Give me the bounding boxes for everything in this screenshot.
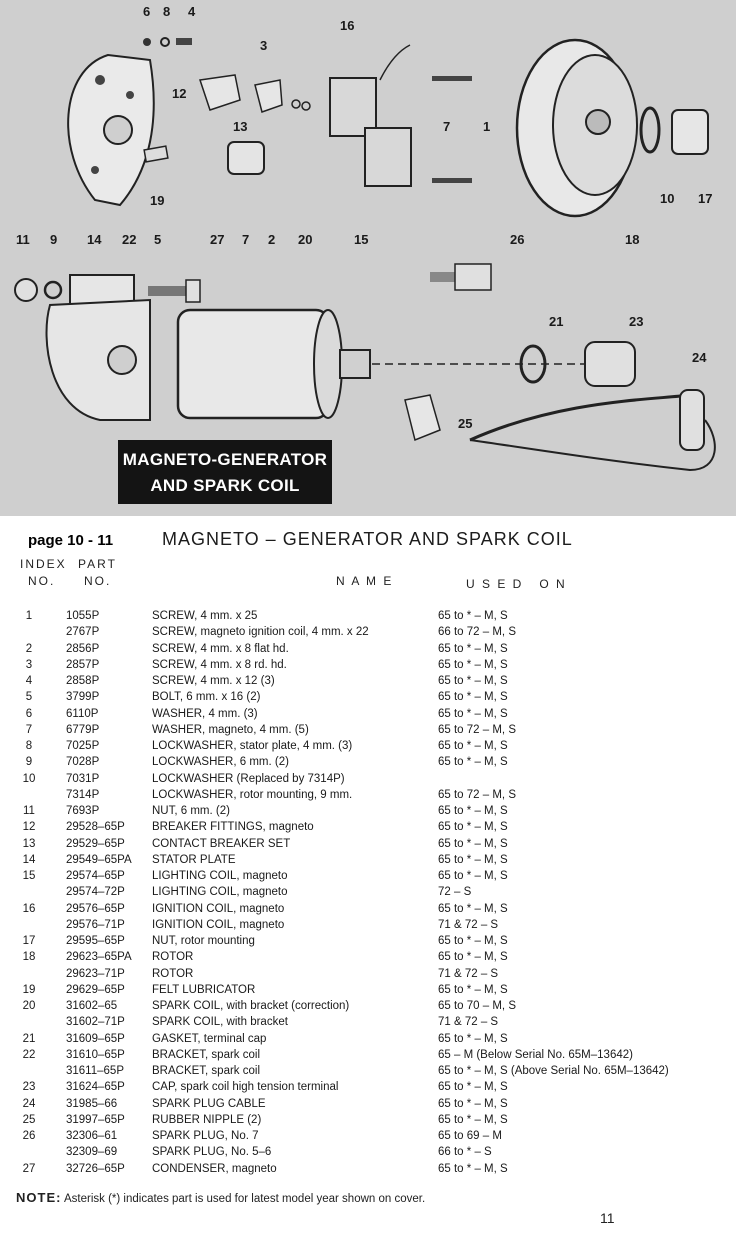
name-cell: GASKET, terminal cap bbox=[152, 1032, 267, 1045]
callout-6: 6 bbox=[143, 4, 151, 19]
diagram-banner bbox=[118, 440, 332, 504]
parts-table bbox=[0, 608, 736, 1177]
used-on-cell: 65 to * – M, S bbox=[438, 837, 508, 850]
index-cell: 14 bbox=[22, 853, 36, 866]
name-cell: IGNITION COIL, magneto bbox=[152, 902, 285, 915]
callout-15: 15 bbox=[354, 232, 369, 247]
callout-1: 1 bbox=[483, 119, 491, 134]
used-on-cell: 65 to * – M, S bbox=[438, 1081, 508, 1094]
table-row bbox=[0, 852, 736, 868]
bracket-drawing bbox=[47, 275, 150, 420]
index-cell: 24 bbox=[22, 1097, 36, 1110]
used-on-cell: 71 & 72 – S bbox=[438, 1016, 499, 1029]
used-on-cell: 65 to * – M, S bbox=[438, 642, 508, 655]
index-cell: 25 bbox=[22, 1113, 36, 1126]
callout-7: 7 bbox=[443, 119, 451, 134]
column-header-used-on: U S E D O N bbox=[466, 577, 567, 591]
callout-19: 19 bbox=[150, 193, 165, 208]
used-on-cell: 65 to * – M, S bbox=[438, 740, 508, 752]
part-number-cell: 3799P bbox=[66, 691, 100, 704]
name-cell: LIGHTING COIL, magneto bbox=[152, 886, 288, 899]
part-number-cell: 29629–65P bbox=[66, 983, 125, 996]
part-number-cell: 29623–71P bbox=[66, 967, 125, 980]
table-row bbox=[0, 1128, 736, 1144]
name-cell: SCREW, 4 mm. x 8 rd. hd. bbox=[152, 658, 287, 671]
part-number-cell: 31610–65P bbox=[66, 1048, 125, 1061]
name-cell: WASHER, magneto, 4 mm. (5) bbox=[152, 723, 309, 736]
part-number-cell: 2856P bbox=[66, 642, 100, 655]
part-number-cell: 31985–66 bbox=[66, 1097, 118, 1110]
used-on-cell: 65 to * – M, S bbox=[438, 658, 508, 671]
table-row bbox=[0, 673, 736, 689]
table-row bbox=[0, 689, 736, 705]
name-cell: LOCKWASHER, stator plate, 4 mm. (3) bbox=[152, 740, 353, 752]
used-on-cell: 65 to * – M, S bbox=[438, 935, 508, 947]
part-number-cell: 32726–65P bbox=[66, 1162, 125, 1175]
name-cell: BOLT, 6 mm. x 16 (2) bbox=[152, 691, 261, 704]
table-row bbox=[0, 819, 736, 835]
table-row bbox=[0, 901, 736, 917]
callout-27: 27 bbox=[210, 232, 225, 247]
part-number-cell: 31997–65P bbox=[66, 1113, 125, 1126]
part-number-cell: 29595–65P bbox=[66, 935, 125, 947]
table-row bbox=[0, 966, 736, 982]
callout-14: 14 bbox=[87, 232, 102, 247]
table-row bbox=[0, 1161, 736, 1177]
used-on-cell: 65 to * – M, S bbox=[438, 707, 508, 720]
part-number-cell: 32309–69 bbox=[66, 1146, 118, 1159]
used-on-cell: 66 to * – S bbox=[438, 1146, 492, 1159]
table-row bbox=[0, 706, 736, 722]
part-number-cell: 2858P bbox=[66, 675, 100, 687]
callout-25: 25 bbox=[458, 416, 473, 431]
page-reference: page 10 - 11 bbox=[28, 532, 114, 549]
index-cell: 20 bbox=[22, 1000, 36, 1012]
part-number-cell: 31624–65P bbox=[66, 1081, 125, 1094]
part-number-cell: 29574–72P bbox=[66, 886, 125, 899]
used-on-cell: 65 to 70 – M, S bbox=[438, 1000, 516, 1012]
index-cell: 2 bbox=[25, 642, 33, 655]
index-cell: 22 bbox=[22, 1048, 36, 1061]
name-cell: LOCKWASHER, rotor mounting, 9 mm. bbox=[152, 788, 353, 801]
part-number-cell: 29574–65P bbox=[66, 870, 125, 882]
callout-2: 2 bbox=[268, 232, 276, 247]
used-on-cell: 65 to * – M, S bbox=[438, 951, 508, 964]
callout-9: 9 bbox=[50, 232, 58, 247]
callout-7: 7 bbox=[242, 232, 250, 247]
used-on-cell: 65 to * – M, S bbox=[438, 610, 508, 622]
table-row bbox=[0, 884, 736, 900]
name-cell: FELT LUBRICATOR bbox=[152, 983, 256, 996]
part-number-cell: 31602–65 bbox=[66, 1000, 118, 1012]
used-on-cell: 65 to * – M, S bbox=[438, 853, 508, 866]
used-on-cell: 65 to * – M, S bbox=[438, 870, 508, 882]
part-number-cell: 29528–65P bbox=[66, 821, 125, 834]
spark-coil-drawing bbox=[178, 310, 370, 418]
callout-8: 8 bbox=[163, 4, 171, 19]
name-cell: NUT, rotor mounting bbox=[152, 935, 255, 947]
used-on-cell: 71 & 72 – S bbox=[438, 967, 499, 980]
diagram-drawing bbox=[0, 0, 736, 516]
rotor-drawing bbox=[517, 40, 637, 216]
note-text: Asterisk (*) indicates part is used for latest model year shown on cover. bbox=[64, 1193, 426, 1205]
callout-26: 26 bbox=[510, 232, 525, 247]
name-cell: RUBBER NIPPLE (2) bbox=[152, 1113, 262, 1126]
name-cell: LOCKWASHER (Replaced by 7314P) bbox=[152, 772, 345, 785]
index-cell: 5 bbox=[25, 691, 33, 704]
index-cell: 26 bbox=[22, 1130, 36, 1142]
index-cell: 4 bbox=[25, 675, 33, 687]
index-cell: 21 bbox=[22, 1032, 36, 1045]
used-on-cell: 65 to 69 – M bbox=[438, 1130, 502, 1142]
name-cell: STATOR PLATE bbox=[152, 853, 236, 866]
banner-line-1: MAGNETO-GENERATOR bbox=[122, 450, 328, 469]
page-title: MAGNETO – GENERATOR AND SPARK COIL bbox=[162, 529, 573, 549]
index-cell: 7 bbox=[25, 723, 33, 736]
name-cell: BREAKER FITTINGS, magneto bbox=[152, 821, 314, 834]
part-number-cell: 7031P bbox=[66, 772, 100, 785]
part-number-cell: 2767P bbox=[66, 626, 100, 639]
used-on-cell: 65 to * – M, S bbox=[438, 1113, 508, 1126]
name-cell: CAP, spark coil high tension terminal bbox=[152, 1081, 339, 1094]
name-cell: SPARK PLUG CABLE bbox=[152, 1097, 266, 1110]
callout-4: 4 bbox=[188, 4, 196, 19]
name-cell: SCREW, 4 mm. x 12 (3) bbox=[152, 675, 275, 687]
callout-11: 11 bbox=[16, 232, 30, 247]
name-cell: ROTOR bbox=[152, 951, 194, 964]
name-cell: SCREW, 4 mm. x 25 bbox=[152, 610, 258, 622]
name-cell: LOCKWASHER, 6 mm. (2) bbox=[152, 756, 289, 769]
index-cell: 11 bbox=[23, 805, 35, 817]
used-on-cell: 65 to * – M, S bbox=[438, 983, 508, 996]
table-row bbox=[0, 738, 736, 754]
index-cell: 27 bbox=[22, 1162, 36, 1175]
table-row bbox=[0, 787, 736, 803]
note-label: NOTE: bbox=[16, 1190, 62, 1205]
part-number-cell: 7314P bbox=[66, 788, 100, 801]
column-header-part-no: NO. bbox=[84, 574, 112, 588]
used-on-cell: 65 – M (Below Serial No. 65M–13642) bbox=[438, 1048, 633, 1061]
part-number-cell: 29549–65PA bbox=[66, 853, 132, 866]
column-header-index: INDEX bbox=[20, 557, 67, 571]
part-number-cell: 6779P bbox=[66, 723, 100, 736]
table-row bbox=[0, 624, 736, 640]
index-cell: 19 bbox=[22, 983, 36, 996]
table-row bbox=[0, 754, 736, 770]
part-number-cell: 7028P bbox=[66, 756, 100, 769]
callout-13: 13 bbox=[233, 119, 248, 134]
column-header-index-no: NO. bbox=[28, 574, 56, 588]
index-cell: 13 bbox=[22, 837, 36, 850]
name-cell: BRACKET, spark coil bbox=[152, 1048, 261, 1061]
index-cell: 10 bbox=[22, 772, 36, 785]
callout-23: 23 bbox=[629, 314, 644, 329]
part-number-cell: 29623–65PA bbox=[66, 951, 132, 964]
column-header-part: PART bbox=[78, 557, 117, 571]
name-cell: CONDENSER, magneto bbox=[152, 1162, 277, 1175]
table-row bbox=[0, 771, 736, 787]
table-row bbox=[0, 836, 736, 852]
part-number-cell: 7693P bbox=[66, 805, 100, 817]
used-on-cell: 65 to * – M, S bbox=[438, 1162, 508, 1175]
part-number-cell: 6110P bbox=[66, 707, 99, 720]
footnote bbox=[16, 1190, 425, 1205]
used-on-cell: 65 to * – M, S bbox=[438, 691, 508, 704]
index-cell: 23 bbox=[22, 1081, 36, 1094]
table-row bbox=[0, 982, 736, 998]
used-on-cell: 65 to * – M, S bbox=[438, 805, 508, 817]
index-cell: 8 bbox=[25, 740, 33, 752]
name-cell: SCREW, 4 mm. x 8 flat hd. bbox=[152, 642, 289, 655]
index-cell: 3 bbox=[25, 658, 33, 671]
page-number: 11 bbox=[600, 1210, 615, 1226]
table-row bbox=[0, 1063, 736, 1079]
table-row bbox=[0, 1112, 736, 1128]
used-on-cell: 65 to * – M, S bbox=[438, 821, 508, 834]
index-cell: 6 bbox=[25, 707, 33, 720]
table-row bbox=[0, 1144, 736, 1160]
used-on-cell: 72 – S bbox=[438, 886, 472, 899]
part-number-cell: 1055P bbox=[66, 610, 100, 622]
callout-22: 22 bbox=[122, 232, 137, 247]
name-cell: LIGHTING COIL, magneto bbox=[152, 870, 288, 882]
table-row bbox=[0, 1096, 736, 1112]
table-row bbox=[0, 1031, 736, 1047]
used-on-cell: 65 to * – M, S (Above Serial No. 65M–13642) bbox=[438, 1065, 669, 1077]
part-number-cell: 29576–65P bbox=[66, 902, 125, 915]
index-cell: 17 bbox=[22, 935, 36, 947]
callout-12: 12 bbox=[172, 86, 187, 101]
table-row bbox=[0, 949, 736, 965]
name-cell: SPARK COIL, with bracket bbox=[152, 1016, 288, 1029]
table-row bbox=[0, 1014, 736, 1030]
callout-20: 20 bbox=[298, 232, 313, 247]
name-cell: WASHER, 4 mm. (3) bbox=[152, 707, 258, 720]
stator-plate-drawing bbox=[68, 55, 154, 205]
used-on-cell: 65 to * – M, S bbox=[438, 1032, 508, 1045]
used-on-cell: 65 to * – M, S bbox=[438, 1097, 508, 1110]
name-cell: CONTACT BREAKER SET bbox=[152, 837, 291, 850]
used-on-cell: 65 to * – M, S bbox=[438, 756, 508, 769]
callout-5: 5 bbox=[154, 232, 162, 247]
callout-18: 18 bbox=[625, 232, 640, 247]
table-row bbox=[0, 917, 736, 933]
table-row bbox=[0, 722, 736, 738]
index-cell: 9 bbox=[25, 756, 33, 769]
table-row bbox=[0, 608, 736, 624]
callout-10: 10 bbox=[660, 191, 675, 206]
index-cell: 18 bbox=[22, 951, 36, 964]
part-number-cell: 31611–65P bbox=[66, 1065, 124, 1077]
part-number-cell: 29529–65P bbox=[66, 837, 125, 850]
index-cell: 12 bbox=[22, 821, 36, 834]
table-row bbox=[0, 1047, 736, 1063]
part-number-cell: 31609–65P bbox=[66, 1032, 125, 1045]
name-cell: IGNITION COIL, magneto bbox=[152, 918, 285, 931]
table-row bbox=[0, 1079, 736, 1095]
used-on-cell: 66 to 72 – M, S bbox=[438, 626, 516, 639]
used-on-cell: 71 & 72 – S bbox=[438, 918, 499, 931]
index-cell: 16 bbox=[22, 902, 36, 915]
callout-24: 24 bbox=[692, 350, 707, 365]
part-number-cell: 29576–71P bbox=[66, 918, 125, 931]
name-cell: SPARK PLUG, No. 5–6 bbox=[152, 1146, 272, 1159]
name-cell: SCREW, magneto ignition coil, 4 mm. x 22 bbox=[152, 626, 369, 639]
callout-21: 21 bbox=[549, 314, 564, 329]
table-row bbox=[0, 657, 736, 673]
index-cell: 15 bbox=[22, 870, 36, 882]
coil-drawing bbox=[330, 45, 411, 186]
callout-3: 3 bbox=[260, 38, 268, 53]
banner-line-2: AND SPARK COIL bbox=[150, 476, 300, 495]
exploded-parts-diagram bbox=[0, 0, 736, 516]
name-cell: NUT, 6 mm. (2) bbox=[152, 805, 230, 817]
part-number-cell: 2857P bbox=[66, 658, 100, 671]
used-on-cell: 65 to * – M, S bbox=[438, 902, 508, 915]
name-cell: SPARK PLUG, No. 7 bbox=[152, 1130, 259, 1142]
table-row bbox=[0, 933, 736, 949]
part-number-cell: 7025P bbox=[66, 740, 100, 752]
used-on-cell: 65 to 72 – M, S bbox=[438, 723, 516, 736]
column-header-name: N A M E bbox=[336, 574, 394, 588]
used-on-cell: 65 to * – M, S bbox=[438, 675, 508, 687]
callout-17: 17 bbox=[698, 191, 713, 206]
name-cell: ROTOR bbox=[152, 967, 194, 980]
table-row bbox=[0, 641, 736, 657]
callout-16: 16 bbox=[340, 18, 355, 33]
name-cell: BRACKET, spark coil bbox=[152, 1065, 261, 1077]
table-row bbox=[0, 868, 736, 884]
table-row bbox=[0, 803, 736, 819]
index-cell: 1 bbox=[25, 610, 33, 622]
name-cell: SPARK COIL, with bracket (correction) bbox=[152, 1000, 350, 1012]
used-on-cell: 65 to 72 – M, S bbox=[438, 788, 516, 801]
table-row bbox=[0, 998, 736, 1014]
part-number-cell: 31602–71P bbox=[66, 1016, 125, 1029]
part-number-cell: 32306–61 bbox=[66, 1130, 118, 1142]
